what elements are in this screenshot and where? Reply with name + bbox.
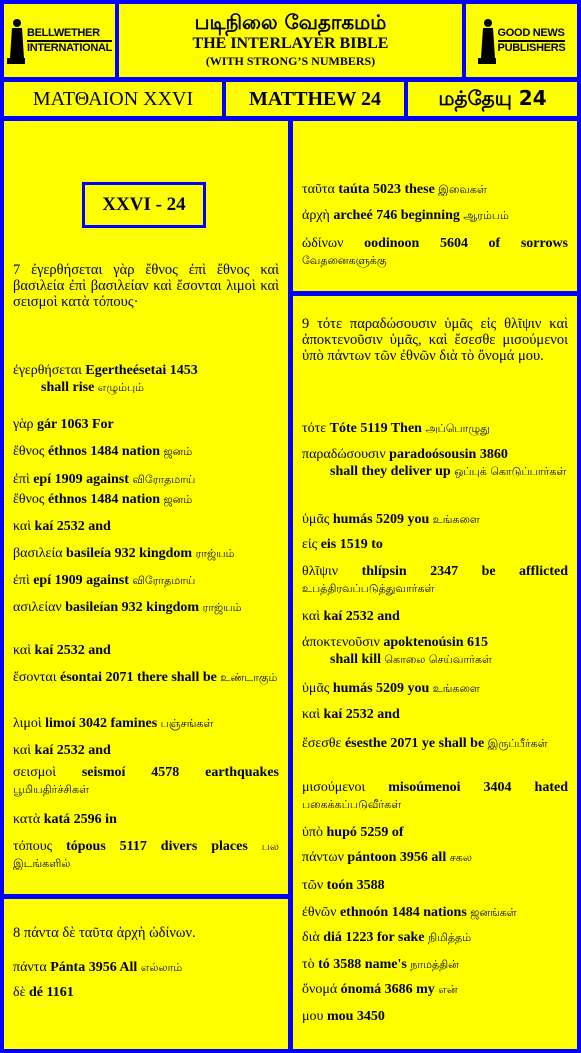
greek-word: ταῦτα: [302, 182, 339, 197]
word-entry: [302, 956, 568, 973]
word-entry: [302, 706, 568, 723]
greek-word: καὶ: [13, 643, 35, 658]
transliteration-strongs: oodinoon 5604 of sorrows: [364, 236, 569, 251]
greek-word: ἀποκτενοῦσιν: [302, 635, 384, 650]
greek-word: ἔσεσθε: [302, 736, 345, 751]
word-entry: [13, 518, 279, 535]
transliteration-strongs: kaí 2532 and: [323, 707, 400, 722]
tamil-gloss: ஜனம்: [163, 493, 193, 506]
greek-word: ὄνομά: [302, 982, 341, 997]
title-english: THE INTERLAYER BIBLE: [192, 35, 389, 52]
greek-word: ἔθνος: [13, 444, 48, 459]
goodnews-logo-line2: PUBLISHERS: [497, 41, 566, 54]
word-entry: [302, 511, 568, 528]
greek-word: ασιλείαν: [13, 600, 66, 615]
greek-word: γὰρ: [13, 417, 38, 432]
word-entry: [302, 446, 568, 480]
tamil-gloss: என்: [438, 983, 458, 996]
tamil-gloss: வேதனைகளுக்கு: [302, 254, 387, 267]
word-entry: [13, 362, 279, 396]
verse7-text: 7 ἐγερθήσεται γὰρ ἔθνος ἐπὶ ἔθνος καὶ βασιλεία ἐπὶ βασιλείαν καὶ ἔσονται λιμοὶ καὶ σεισμοὶ κατὰ τόπους·: [13, 262, 279, 310]
tamil-gloss: சகல: [449, 851, 472, 864]
tamil-gloss: ராஜ்யம்: [195, 547, 235, 560]
word-entry: [13, 742, 279, 759]
greek-word: λιμοὶ: [13, 716, 46, 731]
goodnews-logo-line1: GOOD NEWS: [498, 27, 566, 42]
tamil-gloss: அப்பொழுது: [425, 422, 490, 435]
transliteration-strongs: Pánta 3956 All: [50, 960, 141, 975]
word-entry: [13, 443, 279, 460]
tamil-gloss: எழும்பும்: [97, 381, 145, 394]
transliteration-strongs: kaí 2532 and: [34, 643, 111, 658]
greek-word: καὶ: [13, 519, 35, 534]
word-entry: [302, 207, 568, 224]
tamil-gloss: பகைக்கப்படுவீர்கள்: [302, 798, 402, 811]
word-entry: [13, 959, 279, 976]
greek-word: ἐπὶ: [13, 472, 34, 487]
shepherd-figure-icon: [478, 18, 496, 64]
greek-word: σεισμοὶ: [13, 765, 82, 780]
tamil-gloss: இருப்பீர்கள்: [484, 737, 548, 750]
greek-word: μισούμενοι: [302, 780, 389, 795]
transliteration-strongs: thlípsin 2347 be afflicted: [361, 564, 568, 579]
bellwether-logo-line1: BELLWETHER: [26, 26, 100, 39]
transliteration-strongs: kaí 2532 and: [34, 519, 111, 534]
transliteration-strongs: Egertheésetai 1453: [85, 363, 198, 378]
transliteration-strongs: kaí 2532 and: [34, 743, 111, 758]
verse9-panel: [293, 296, 577, 1049]
shepherd-figure-icon: [7, 18, 25, 64]
transliteration-strongs: ésesthe 2071 ye shall be: [344, 736, 485, 751]
word-entry: [13, 838, 279, 872]
greek-word: δὲ: [13, 985, 29, 1000]
transliteration-strongs: eis 1519 to: [320, 537, 383, 552]
transliteration-strongs: epí 1909 against: [33, 573, 133, 588]
word-entry: [302, 877, 568, 894]
greek-word: διὰ: [302, 930, 324, 945]
greek-word: τόπους: [13, 839, 67, 854]
word-entry: [302, 849, 568, 866]
tamil-gloss: உங்களை: [432, 682, 480, 695]
transliteration-strongs: basileía 932 kingdom: [66, 546, 196, 561]
transliteration-strongs: archeé 746 beginning: [333, 208, 464, 223]
word-entry: [302, 420, 568, 437]
bellwether-logo: [4, 4, 115, 77]
greek-word: μου: [302, 1009, 327, 1024]
transliteration-strongs: dé 1161: [28, 985, 74, 1000]
transliteration-strongs: ethnoón 1484 nations: [339, 905, 471, 920]
greek-word: καὶ: [302, 609, 324, 624]
transliteration-strongs: basileían 932 kingdom: [65, 600, 200, 615]
transliteration-strongs: limoí 3042 famines: [45, 716, 161, 731]
tamil-gloss: விரோதமாய்: [132, 473, 196, 486]
word-entry: [13, 984, 279, 1001]
english-gloss: shall they deliver up ஒப்புக் கொடுப்பார்கள்: [330, 464, 567, 479]
transliteration-strongs: pántoon 3956 all: [347, 850, 450, 865]
transliteration-strongs: éthnos 1484 nation: [47, 492, 164, 507]
word-entry: [302, 608, 568, 625]
tamil-gloss: பஞ்சங்கள்: [160, 717, 214, 730]
goodnews-logo: [466, 4, 577, 77]
tamil-gloss: ஜனம்: [163, 445, 193, 458]
chapter-box: XXVI - 24: [82, 182, 206, 228]
word-entry: [302, 904, 568, 921]
word-entry: [302, 824, 568, 841]
word-entry: [302, 563, 568, 597]
word-entry: [302, 1008, 568, 1025]
verse8-text: 8 πάντα δὲ ταῦτα ἀρχὴ ὠδίνων.: [13, 925, 196, 941]
header-title-box: [119, 4, 462, 77]
bellwether-logo-line2: INTERNATIONAL: [26, 41, 113, 54]
greek-word: τότε: [302, 421, 330, 436]
word-entry: [302, 735, 568, 752]
tamil-gloss: உண்டாகும்: [216, 671, 278, 684]
greek-word: ὑμᾶς: [302, 512, 333, 527]
transliteration-strongs: mou 3450: [326, 1009, 385, 1024]
verse8-panel: [4, 899, 288, 1049]
title-subtitle: (WITH STRONG’S NUMBERS): [205, 54, 376, 68]
english-gloss: shall rise எழும்பும்: [41, 380, 145, 395]
word-entry: [302, 929, 568, 946]
transliteration-strongs: éthnos 1484 nation: [47, 444, 164, 459]
greek-word: ὠδίνων: [302, 236, 365, 251]
tamil-gloss: எல்லாம்: [140, 961, 183, 974]
transliteration-strongs: ésontai 2071 there shall be: [59, 670, 217, 685]
label-english: MATTHEW 24: [226, 82, 404, 116]
tamil-gloss: ஆரம்பம்: [463, 209, 509, 222]
greek-word: τὸ: [302, 957, 319, 972]
greek-word: εἰς: [302, 537, 321, 552]
transliteration-strongs: diá 1223 for sake: [323, 930, 428, 945]
greek-word: ἐγερθήσεται: [13, 363, 86, 378]
tamil-gloss: கொலை செய்வார்கள்: [384, 653, 492, 666]
tamil-gloss: விரோதமாய்: [132, 574, 196, 587]
greek-word: καὶ: [13, 743, 35, 758]
word-entry: [13, 572, 279, 589]
transliteration-strongs: toón 3588: [326, 878, 385, 893]
tamil-gloss: உங்களை: [432, 513, 480, 526]
transliteration-strongs: paradoósousin 3860: [389, 447, 508, 462]
greek-word: ἔθνος: [13, 492, 48, 507]
word-entry: [13, 599, 279, 616]
label-greek: ΜΑΤΘΑΙΟΝ XXVI: [4, 82, 222, 116]
greek-word: πάντα: [13, 960, 51, 975]
word-entry: [302, 981, 568, 998]
greek-word: βασιλεία: [13, 546, 67, 561]
word-entry: [13, 471, 279, 488]
transliteration-strongs: epí 1909 against: [33, 472, 133, 487]
transliteration-strongs: katá 2596 in: [43, 812, 117, 827]
word-entry: [302, 536, 568, 553]
tamil-gloss: நாமத்தின்: [410, 958, 459, 971]
greek-word: θλῖψιν: [302, 564, 362, 579]
transliteration-strongs: humás 5209 you: [332, 512, 433, 527]
word-entry: [302, 181, 568, 198]
greek-word: ἐθνῶν: [302, 905, 340, 920]
word-entry: [13, 811, 279, 828]
transliteration-strongs: taúta 5023 these: [338, 182, 439, 197]
word-entry: [302, 235, 568, 269]
word-entry: [13, 642, 279, 659]
transliteration-strongs: apoktenoúsin 615: [383, 635, 489, 650]
tamil-gloss: ஜனங்கள்: [470, 906, 517, 919]
word-entry: [302, 779, 568, 813]
verse7-panel: [4, 121, 288, 894]
greek-word: παραδώσουσιν: [302, 447, 390, 462]
tamil-gloss: ஒப்புக் கொடுப்பார்கள்: [454, 465, 567, 478]
word-entry: [13, 715, 279, 732]
tamil-gloss: பூமியதிர்ச்சிகள்: [13, 783, 89, 796]
greek-word: ἀρχὴ: [302, 208, 334, 223]
tamil-gloss: ராஜ்யம்: [199, 601, 242, 614]
transliteration-strongs: kaí 2532 and: [323, 609, 400, 624]
verse8-continued-panel: [293, 121, 577, 291]
word-entry: [13, 545, 279, 562]
transliteration-strongs: gár 1063 For: [37, 417, 114, 432]
greek-word: ἔσονται: [13, 670, 60, 685]
word-entry: [13, 764, 279, 798]
greek-word: ἐπὶ: [13, 573, 34, 588]
word-entry: [302, 634, 568, 668]
transliteration-strongs: ónomá 3686 my: [340, 982, 439, 997]
tamil-gloss: இவைகள்: [438, 183, 487, 196]
greek-word: ὑμᾶς: [302, 681, 333, 696]
transliteration-strongs: tópous 5117 divers places: [66, 839, 262, 854]
tamil-gloss: பல இடங்களில்: [13, 840, 280, 870]
greek-word: κατὰ: [13, 812, 44, 827]
label-tamil: மத்தேயு 24: [408, 82, 577, 116]
greek-word: καὶ: [302, 707, 324, 722]
english-gloss: shall kill கொலை செய்வார்கள்: [330, 652, 492, 667]
word-entry: [13, 491, 279, 508]
greek-word: τῶν: [302, 878, 327, 893]
verse9-text: 9 τότε παραδώσουσιν ὑμᾶς εἰς θλῖψιν καὶ ἀποκτενοῦσιν ὑμᾶς, καὶ ἔσεσθε μισούμενοι ὑπὸ πάντων τῶν ἐθνῶν διὰ τὸ ὄνομά μου.: [302, 316, 568, 364]
greek-word: ὑπὸ: [302, 825, 327, 840]
title-tamil: படிநிலை வேதாகமம்: [194, 10, 387, 34]
transliteration-strongs: humás 5209 you: [332, 681, 433, 696]
transliteration-strongs: tó 3588 name's: [318, 957, 411, 972]
word-entry: [13, 416, 279, 433]
tamil-gloss: நிமித்தம்: [427, 931, 472, 944]
word-entry: [302, 680, 568, 697]
tamil-gloss: உபத்திரவப்படுத்துவார்கள்: [302, 582, 435, 595]
transliteration-strongs: Tóte 5119 Then: [329, 421, 426, 436]
word-entry: [13, 669, 279, 686]
transliteration-strongs: misoúmenoi 3404 hated: [388, 780, 568, 795]
greek-word: πάντων: [302, 850, 348, 865]
transliteration-strongs: seismoí 4578 earthquakes: [81, 765, 279, 780]
transliteration-strongs: hupó 5259 of: [326, 825, 404, 840]
